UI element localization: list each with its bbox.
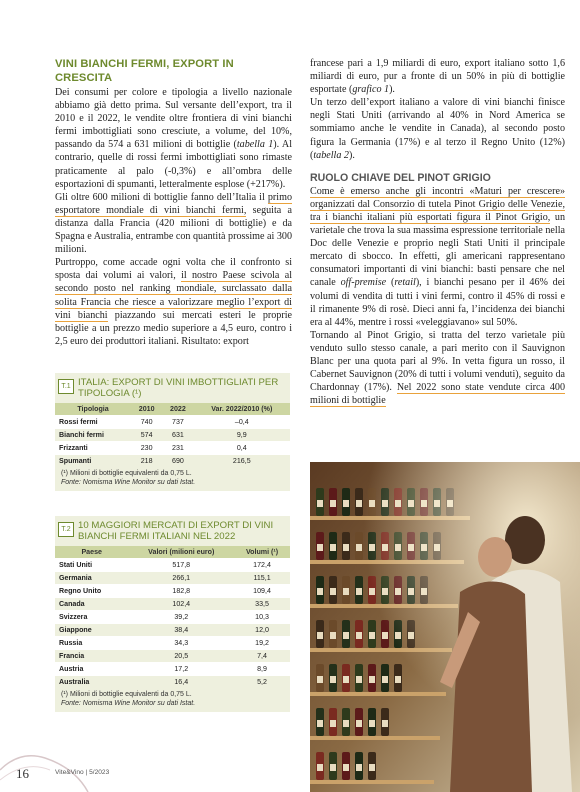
table2-col-header: Paese (55, 546, 128, 559)
table-cell: 266,1 (128, 572, 234, 585)
table-cell: 0,4 (194, 442, 290, 455)
table-cell: Australia (55, 676, 128, 689)
table-cell: 631 (162, 429, 193, 442)
table-cell: 5,2 (234, 676, 290, 689)
table-cell: 218 (131, 455, 162, 468)
wine-shop-photo (310, 462, 580, 792)
table-cell: Canada (55, 598, 128, 611)
table-cell: Regno Unito (55, 585, 128, 598)
table-row (55, 637, 290, 650)
table-cell: Russia (55, 637, 128, 650)
table-cell: Frizzanti (55, 442, 131, 455)
table-row (55, 442, 290, 455)
table-2-notes (55, 688, 290, 712)
table-cell: 17,2 (128, 663, 234, 676)
table-cell: Stati Uniti (55, 559, 128, 572)
paragraph-6: Come è emerso anche gli incontri «Maturi per crescere» organizzati dal Consorzio di tutela Pinot Grigio delle Venezie, tra i bianchi italiani più esportati figura il Pinot Grigio, un varietale che trova la sua massima espressione territoriale nella Doc delle Venezie e proprio negli Stati Uniti il principale mercato di sbocco. In effetti, gli americani rappresentano consumatori importanti di vini bianchi: basti pensare che nel canale off-premise (retail), i bianchi pesano per il 46% dei volumi di vendita di tutti i vini fermi, contro il 45% di rossi e il rimanente 9% di rosè. Dieci anni fa, l’incidenza dei bianchi era al 44%, mentre i rossi «veleggiavano» sul 50%. (310, 185, 566, 328)
table-cell: 19,2 (234, 637, 290, 650)
table-cell: Svizzera (55, 611, 128, 624)
table-cell: 182,8 (128, 585, 234, 598)
table-cell: 33,5 (234, 598, 290, 611)
table-row (55, 455, 290, 468)
table-1-badge: T.1 (58, 379, 74, 394)
table-2-header (55, 516, 290, 546)
table-cell: Giappone (55, 624, 128, 637)
table-cell: 34,3 (128, 637, 234, 650)
table-cell: Rossi fermi (55, 416, 131, 429)
table-cell: 737 (162, 416, 193, 429)
paragraph-1: Dei consumi per colore e tipologia a livello nazionale abbiamo già detto prima. Sul versante dell’export, tra il 2010 e il 2022, le vendite oltre frontiera di vini bianchi fermi imbottigliati sono cresciute, a volume, del 10%, passando da 574 a 631 milioni di bottiglie (tabella 1). Al contrario, quelle di rossi fermi imbottigliati sono rimaste praticamente al palo (-0,3%) e all’ombra delle esportazioni di spumanti, letteralmente esplose (+217%). (55, 87, 293, 190)
table-cell: 16,4 (128, 676, 234, 689)
table-cell: 9,9 (194, 429, 290, 442)
table-cell: –0,4 (194, 416, 290, 429)
decorative-swirl-icon (0, 740, 90, 792)
table-cell: Germania (55, 572, 128, 585)
table-cell: Francia (55, 650, 128, 663)
table-cell: 574 (131, 429, 162, 442)
table-row (55, 572, 290, 585)
paragraph-2: Gli oltre 600 milioni di bottiglie fanno dell’Italia il primo esportatore mondiale di vini bianchi fermi, seguita a distanza dalla Francia (420 milioni di bottiglie) e da Spagna e Australia, entrambe con quantità prossime ai 300 milioni. (55, 191, 292, 256)
table-1-source: Fonte: Nomisma Wine Monitor su dati Istat. (61, 478, 196, 486)
table1-col-header: Tipologia (55, 403, 131, 416)
table-1-header (55, 373, 290, 403)
table-2-note: (¹) Milioni di bottiglie equivalenti da 0,75 L. (61, 691, 192, 698)
table-row (55, 585, 290, 598)
table2-col-header: Volumi (¹) (234, 546, 290, 559)
table-cell: 10,3 (234, 611, 290, 624)
table1-col-header: 2010 (131, 403, 162, 416)
magazine-name: Vite&Vino | 5/2023 (55, 769, 110, 776)
right-column (310, 57, 565, 407)
table-cell: Austria (55, 663, 128, 676)
table-1 (55, 373, 290, 491)
table-1-grid (55, 403, 290, 467)
table-2-title: 10 MAGGIORI MERCATI DI EXPORT DI VINI BIANCHI FERMI ITALIANI NEL 2022 (78, 520, 274, 542)
table-row (55, 650, 290, 663)
table-cell: 172,4 (234, 559, 290, 572)
left-column (55, 57, 292, 348)
table-2 (55, 516, 290, 712)
table-row (55, 663, 290, 676)
table1-col-header: 2022 (162, 403, 193, 416)
table-row (55, 676, 290, 689)
paragraph-7: Tornando al Pinot Grigio, si tratta del terzo varietale più venduto sullo stesso canale, a pari merito con il Sauvignon Blanc per una quota pari al 9%. In vetta figura un rosso, il Cabernet Sauvignon (20% di tutti i volumi venduti), seguito da Chardonnay (17%). Nel 2022 sono state vendute circa 400 milioni di bottiglie (310, 329, 565, 407)
table-cell: 7,4 (234, 650, 290, 663)
paragraph-4: francese pari a 1,9 miliardi di euro, export italiano sotto 1,6 miliardi di euro, pur a fronte di un 50% in più di bottiglie esportate (grafico 1). (310, 58, 565, 96)
table-cell: 109,4 (234, 585, 290, 598)
table-cell: 517,8 (128, 559, 234, 572)
table-row (55, 429, 290, 442)
paragraph-3: Purtroppo, come accade ogni volta che il confronto si sposta dai volumi ai valori, il nostro Paese scivola al secondo posto nel ranking mondiale, surclassato dalla solita Francia che riesce a valorizzare meglio l’export di vini bianchi piazzando sui mercati esteri le proprie bottiglie a un prezzo medio superiore a 4,5 euro, contro i 2,5 euro dei produttori italiani. Risultato: export (55, 257, 292, 347)
table-cell: 231 (162, 442, 193, 455)
table-cell: 39,2 (128, 611, 234, 624)
table2-col-header: Valori (milioni euro) (128, 546, 234, 559)
paragraph-5: Un terzo dell’export italiano a valore di vini bianchi finisce negli Stati Uniti (arrivando al 40% in Nord America se sommiamo anche le vendite in Canada), al secondo posto figura la Germania (17%) e al terzo il Regno Unito (12%) (tabella 2). (310, 97, 565, 161)
table-row (55, 624, 290, 637)
table-cell: 8,9 (234, 663, 290, 676)
table-cell: 102,4 (128, 598, 234, 611)
wine-shelves-illustration (310, 462, 580, 792)
table-cell: 216,5 (194, 455, 290, 468)
table-cell: 230 (131, 442, 162, 455)
table-cell: 38,4 (128, 624, 234, 637)
table-1-title: ITALIA: EXPORT DI VINI IMBOTTIGLIATI PER TIPOLOGIA (¹) (78, 377, 279, 399)
table-row (55, 611, 290, 624)
table-cell: 12,0 (234, 624, 290, 637)
table-cell: Bianchi fermi (55, 429, 131, 442)
table-1-note: (¹) Milioni di bottiglie equivalenti da 0,75 L. (61, 470, 192, 477)
table-2-badge: T.2 (58, 522, 74, 537)
table-row (55, 416, 290, 429)
table-cell: 20,5 (128, 650, 234, 663)
table-1-notes (55, 467, 290, 491)
table-cell: Spumanti (55, 455, 131, 468)
table-cell: 115,1 (234, 572, 290, 585)
table-2-grid (55, 546, 290, 688)
section-heading-export: VINI BIANCHI FERMI, EXPORT IN CRESCITA (55, 58, 234, 84)
page-number: 16 (16, 766, 29, 781)
table-row (55, 559, 290, 572)
table-row (55, 598, 290, 611)
table-2-source: Fonte: Nomisma Wine Monitor su dati Istat. (61, 699, 196, 707)
table-cell: 690 (162, 455, 193, 468)
table-cell: 740 (131, 416, 162, 429)
table1-col-header: Var. 2022/2010 (%) (194, 403, 290, 416)
section-heading-pinot: RUOLO CHIAVE DEL PINOT GRIGIO (310, 171, 491, 184)
